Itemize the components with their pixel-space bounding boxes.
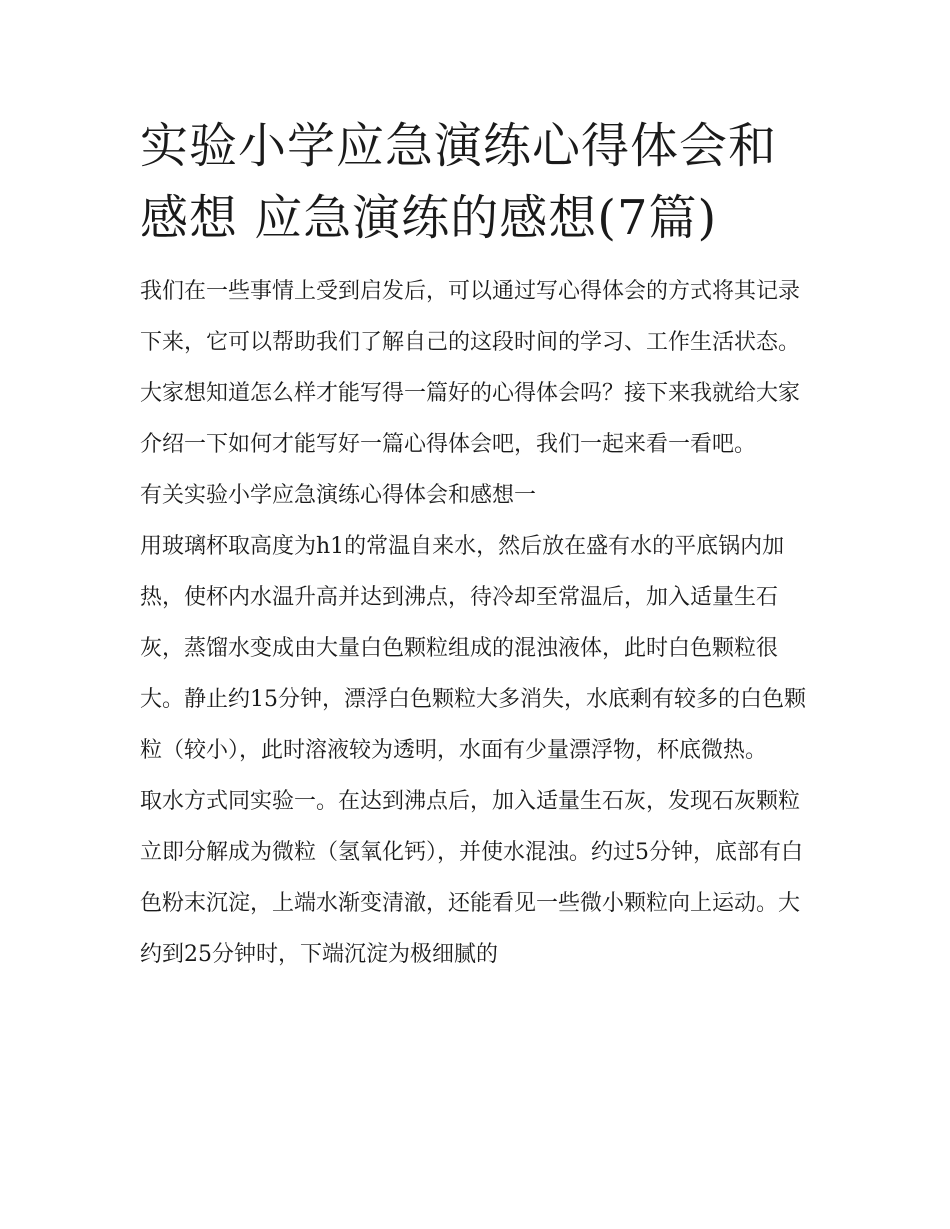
intro-paragraph: 我们在一些事情上受到启发后，可以通过写心得体会的方式将其记录下来，它可以帮助我们了解自己的这段时间的学习、工作生活状态。大家想知道怎么样才能写得一篇好的心得体会吗？接下来我就给大家介绍一下如何才能写好一篇心得体会吧，我们一起来看一看吧。: [140, 279, 801, 457]
document-page: [140, 110, 815, 980]
section-heading: 有关实验小学应急演练心得体会和感想一: [140, 483, 537, 508]
body-paragraph-1: 用玻璃杯取高度为h1的常温自来水，然后放在盛有水的平底锅内加热，使杯内水温升高并达到沸点，待冷却至常温后，加入适量生石灰，蒸馏水变成由大量白色颗粒组成的混浊液体，此时白色颗粒很大。静止约15分钟，漂浮白色颗粒大多消失，水底剩有较多的白色颗粒（较小），此时溶液较为透明，水面有少量漂浮物，杯底微热。: [140, 534, 806, 763]
body-paragraph-2: 取水方式同实验一。在达到沸点后，加入适量生石灰，发现石灰颗粒立即分解成为微粒（氢氧化钙），并使水混浊。约过5分钟，底部有白色粉末沉淀，上端水渐变清澈，还能看见一些微小颗粒向上运动。大约到25分钟时，下端沉淀为极细腻的: [140, 789, 803, 967]
document-title: 实验小学应急演练心得体会和感想 应急演练的感想(7篇): [140, 118, 778, 246]
